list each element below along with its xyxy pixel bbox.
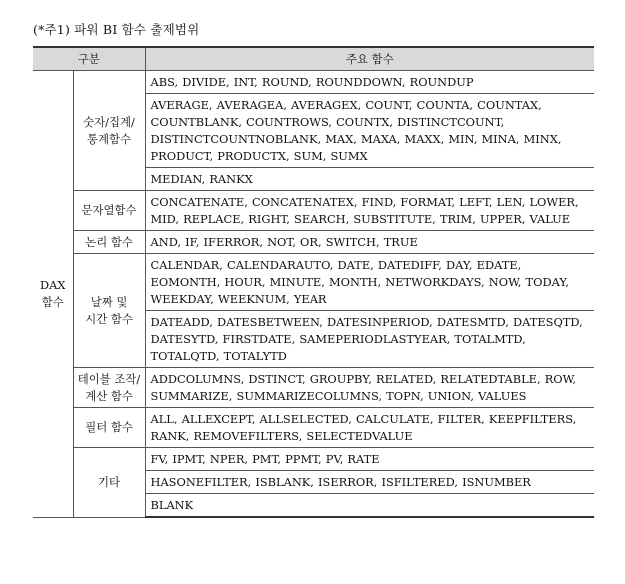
functions-cell: AVERAGE, AVERAGEA, AVERAGEX, COUNT, COUNTA, COUNTAX, COUNTBLANK, COUNTROWS, COUNTX, DISTINCTCOUNT, DISTINCTCOUNTNOBLANK, MAX, MAXA, MAXX, MIN, MINA, MINX, PRODUCT, PRODUCTX, SUM, SUMX bbox=[145, 94, 594, 168]
table-row bbox=[33, 231, 594, 254]
header-category: 구분 bbox=[33, 47, 145, 71]
functions-cell: HASONEFILTER, ISBLANK, ISERROR, ISFILTERED, ISNUMBER bbox=[145, 471, 594, 494]
table-row bbox=[33, 368, 594, 408]
table-note: (*주1) 파워 BI 함수 출제범위 bbox=[33, 22, 200, 37]
table-row bbox=[33, 448, 594, 471]
category-cell: 문자열함수 bbox=[73, 191, 145, 231]
functions-cell: MEDIAN, RANKX bbox=[145, 168, 594, 191]
table-body bbox=[33, 71, 594, 518]
functions-cell: CALENDAR, CALENDARAUTO, DATE, DATEDIFF, DAY, EDATE, EOMONTH, HOUR, MINUTE, MONTH, NETWORKDAYS, NOW, TODAY, WEEKDAY, WEEKNUM, YEAR bbox=[145, 254, 594, 311]
dax-group-label: DAX 함수 bbox=[33, 71, 73, 518]
category-cell: 날짜 및 시간 함수 bbox=[73, 254, 145, 368]
category-cell: 기타 bbox=[73, 448, 145, 518]
functions-cell: DATEADD, DATESBETWEEN, DATESINPERIOD, DATESMTD, DATESQTD, DATESYTD, FIRSTDATE, SAMEPERIODLASTYEAR, TOTALMTD, TOTALQTD, TOTALYTD bbox=[145, 311, 594, 368]
table-row bbox=[33, 254, 594, 311]
functions-cell: ALL, ALLEXCEPT, ALLSELECTED, CALCULATE, FILTER, KEEPFILTERS, RANK, REMOVEFILTERS, SELECTEDVALUE bbox=[145, 408, 594, 448]
dax-function-table bbox=[33, 46, 594, 518]
category-cell: 논리 함수 bbox=[73, 231, 145, 254]
category-cell: 테이블 조작/ 계산 함수 bbox=[73, 368, 145, 408]
functions-cell: ADDCOLUMNS, DSTINCT, GROUPBY, RELATED, RELATEDTABLE, ROW, SUMMARIZE, SUMMARIZECOLUMNS, TOPN, UNION, VALUES bbox=[145, 368, 594, 408]
table-row bbox=[33, 71, 594, 94]
functions-cell: ABS, DIVIDE, INT, ROUND, ROUNDDOWN, ROUNDUP bbox=[145, 71, 594, 94]
category-cell: 숫자/집계/ 통계함수 bbox=[73, 71, 145, 191]
functions-cell: FV, IPMT, NPER, PMT, PPMT, PV, RATE bbox=[145, 448, 594, 471]
category-cell: 필터 함수 bbox=[73, 408, 145, 448]
functions-cell: AND, IF, IFERROR, NOT, OR, SWITCH, TRUE bbox=[145, 231, 594, 254]
functions-cell: CONCATENATE, CONCATENATEX, FIND, FORMAT, LEFT, LEN, LOWER, MID, REPLACE, RIGHT, SEARCH, SUBSTITUTE, TRIM, UPPER, VALUE bbox=[145, 191, 594, 231]
header-functions: 주요 함수 bbox=[145, 47, 594, 71]
table-row bbox=[33, 408, 594, 448]
table-header-row bbox=[33, 47, 594, 71]
table-row bbox=[33, 191, 594, 231]
functions-cell: BLANK bbox=[145, 494, 594, 518]
